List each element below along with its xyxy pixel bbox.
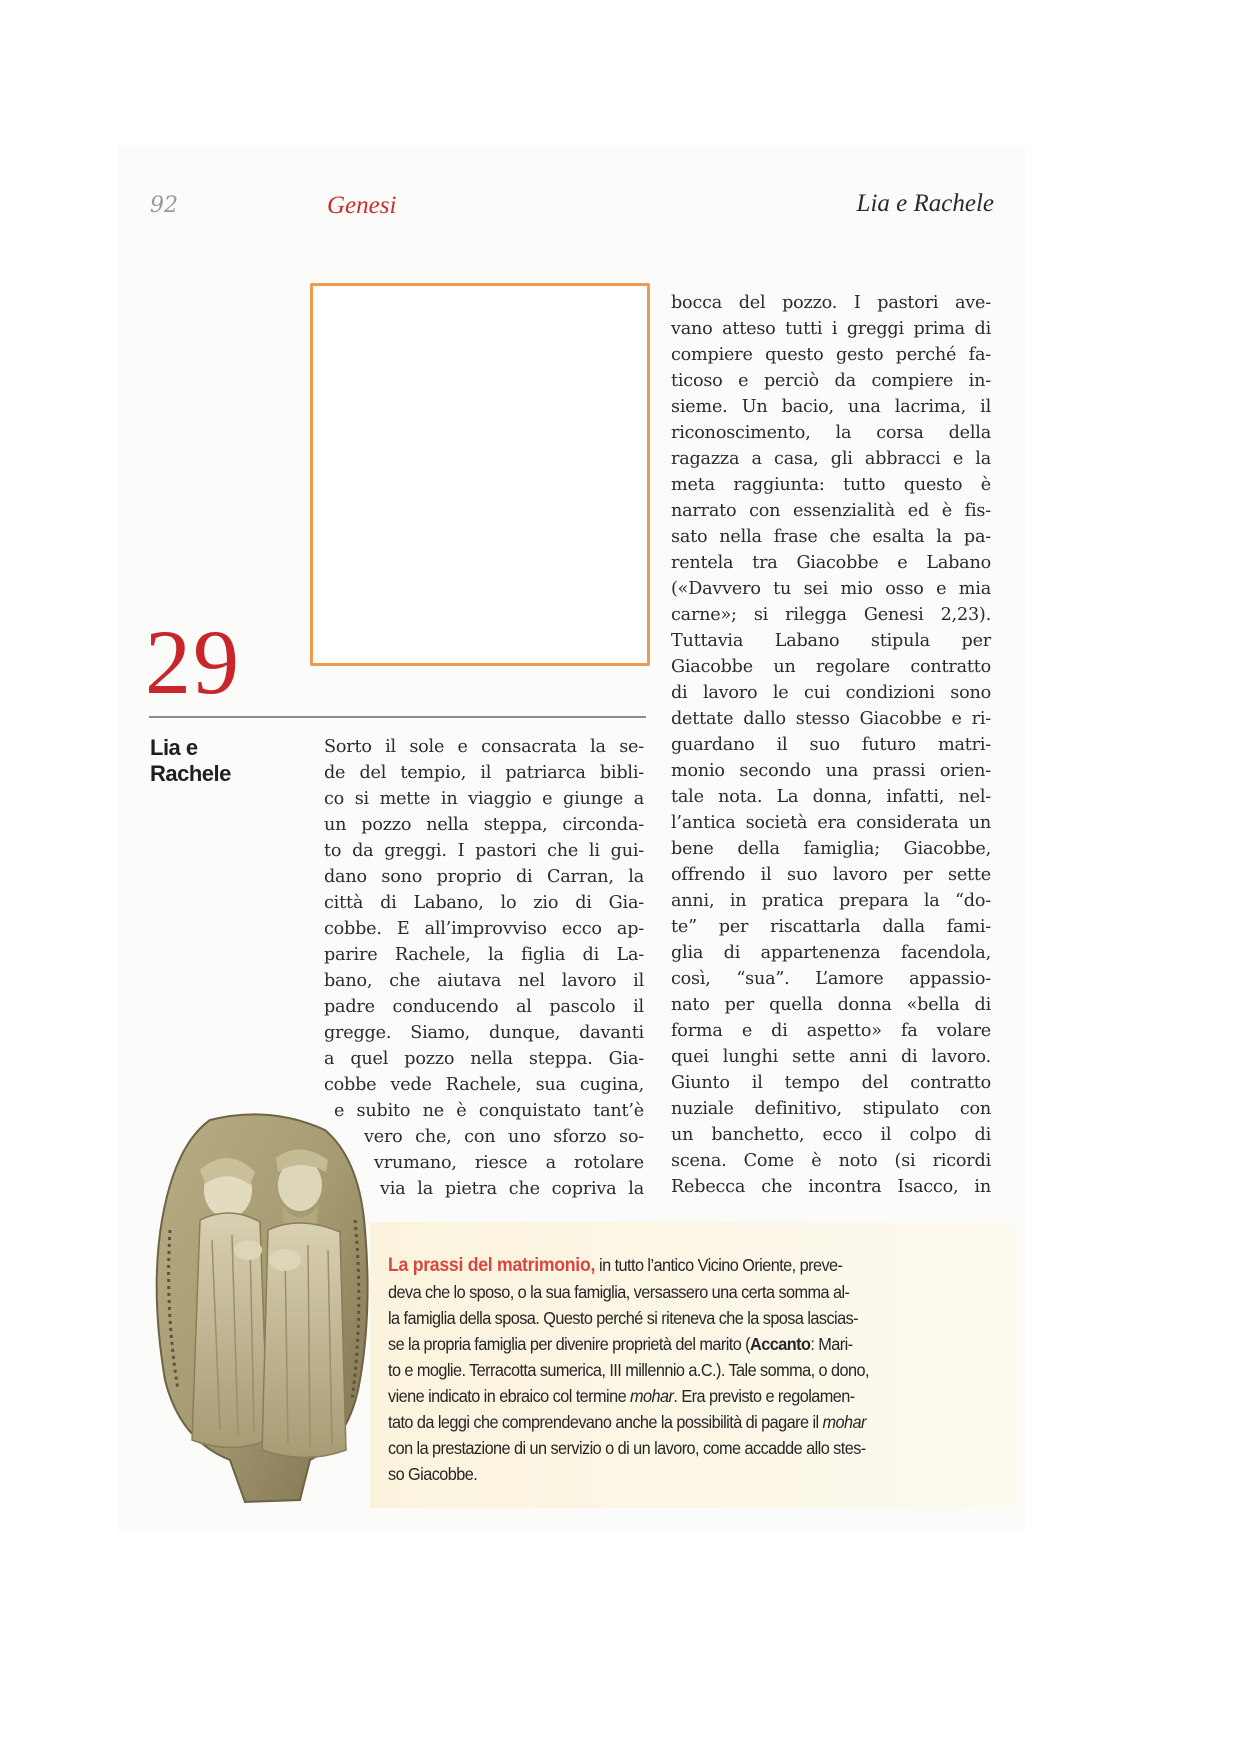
sidebar-line: con la prestazione di un servizio o di un lavoro, come accadde allo stes- [388, 1438, 866, 1458]
text-line: anni, in pratica prepara la “do- [671, 891, 991, 911]
text-line: dano sono proprio di Carran, la [324, 867, 644, 887]
sidebar-italic-term: mohar [630, 1386, 674, 1406]
text-line: Rebecca che incontra Isacco, in [671, 1177, 991, 1197]
text-line: bocca del pozzo. I pastori ave- [671, 293, 991, 313]
text-line: vrumano, riesce a rotolare [374, 1153, 644, 1173]
text-line: Tuttavia Labano stipula per [671, 631, 991, 651]
text-line: di lavoro le cui condizioni sono [671, 683, 991, 703]
text-line: via la pietra che copriva la [380, 1179, 644, 1199]
text-line: un pozzo nella steppa, circonda- [324, 815, 644, 835]
text-line: vero che, con uno sforzo so- [364, 1127, 644, 1147]
text-line: scena. Come è noto (si ricordi [671, 1151, 991, 1171]
text-line: a quel pozzo nella steppa. Gia- [324, 1049, 644, 1069]
text-line: to da greggi. I pastori che li gui- [324, 841, 644, 861]
sidebar-lead-heading: La prassi del matrimonio, [388, 1255, 596, 1276]
chapter-divider [149, 716, 646, 718]
text-line: quei lunghi sette anni di lavoro. [671, 1047, 991, 1067]
text-line: padre conducendo al pascolo il [324, 997, 644, 1017]
text-line: bano, che aiutava nel lavoro il [324, 971, 644, 991]
text-line: vano atteso tutti i greggi prima di [671, 319, 991, 339]
sidebar-line: deva che lo sposo, o la sua famiglia, versassero una certa somma al- [388, 1282, 850, 1302]
text-line: tale nota. La donna, infatti, nel- [671, 787, 991, 807]
text-line: l’antica società era considerata un [671, 813, 991, 833]
text-line: e subito ne è conquistato tant’è [334, 1101, 644, 1121]
sidebar-text-fragment: in tutto l’antico Vicino Oriente, preve- [595, 1255, 843, 1275]
text-line: de del tempio, il patriarca bibli- [324, 763, 644, 783]
text-line: co si mette in viaggio e giunge a [324, 789, 644, 809]
sidebar-line: to e moglie. Terracotta sumerica, III millennio a.C.). Tale somma, o dono, [388, 1360, 869, 1380]
sidebar-line [388, 1409, 937, 1435]
sidebar-line: so Giacobbe. [388, 1464, 478, 1484]
section-title-line: Lia e [150, 735, 198, 760]
text-line: un banchetto, ecco il colpo di [671, 1125, 991, 1145]
page-number: 92 [150, 193, 178, 218]
text-line: parire Rachele, la figlia di La- [324, 945, 644, 965]
sidebar-bold-term: Accanto [750, 1334, 811, 1354]
sidebar-text-fragment: viene indicato in ebraico col termine [388, 1386, 631, 1406]
sidebar-line [388, 1252, 937, 1279]
text-line: nato per quella donna «bella di [671, 995, 991, 1015]
sidebar-text [388, 1252, 937, 1487]
section-title [150, 735, 270, 787]
text-line: («Davvero tu sei mio osso e mia [671, 579, 991, 599]
text-line: nuziale definitivo, stipulato con [671, 1099, 991, 1119]
text-line: te” per riscattarla dalla fami- [671, 917, 991, 937]
section-title-line: Rachele [150, 761, 231, 786]
sidebar-text-fragment: . Era previsto e regolamen- [673, 1386, 855, 1406]
text-line: dettate dallo stesso Giacobbe e ri- [671, 709, 991, 729]
sidebar-text-fragment: se la propria famiglia per divenire proprietà del marito ( [388, 1334, 751, 1354]
terracotta-relief-image [150, 1110, 380, 1510]
text-line: compiere questo gesto perché fa- [671, 345, 991, 365]
sidebar-text-fragment: : Mari- [810, 1334, 853, 1354]
text-line: ragazza a casa, gli abbracci e la [671, 449, 991, 469]
text-line: forma e di aspetto» fa volare [671, 1021, 991, 1041]
text-line: guardano il suo futuro matri- [671, 735, 991, 755]
text-line: sato nella frase che esalta la pa- [671, 527, 991, 547]
sidebar-line [388, 1383, 937, 1409]
text-line: Sorto il sole e consacrata la se- [324, 737, 644, 757]
sidebar-line: la famiglia della sposa. Questo perché si riteneva che la sposa lascias- [388, 1308, 859, 1328]
text-line: Giacobbe un regolare contratto [671, 657, 991, 677]
text-line: cobbe. E all’improvviso ecco ap- [324, 919, 644, 939]
text-line: così, “sua”. L’amore appassio- [671, 969, 991, 989]
sidebar-line [388, 1331, 937, 1357]
sidebar-text-fragment: tato da leggi che comprendevano anche la possibilità di pagare il [388, 1412, 823, 1432]
chapter-number: 29 [145, 611, 241, 713]
text-line: rentela tra Giacobbe e Labano [671, 553, 991, 573]
image-placeholder-frame [310, 283, 650, 666]
text-line: ticoso e perciò da compiere in- [671, 371, 991, 391]
running-header-chapter-title: Lia e Rachele [856, 190, 994, 217]
text-line: bene della famiglia; Giacobbe, [671, 839, 991, 859]
text-line: offrendo il suo lavoro per sette [671, 865, 991, 885]
body-column-right [671, 290, 991, 1200]
text-line: riconoscimento, la corsa della [671, 423, 991, 443]
running-header-book: Genesi [327, 192, 397, 219]
text-line: città di Labano, lo zio di Gia- [324, 893, 644, 913]
text-line: narrato con essenzialità ed è fis- [671, 501, 991, 521]
text-line: cobbe vede Rachele, sua cugina, [324, 1075, 644, 1095]
text-line: sieme. Un bacio, una lacrima, il [671, 397, 991, 417]
text-line: gregge. Siamo, dunque, davanti [324, 1023, 644, 1043]
text-line: meta raggiunta: tutto questo è [671, 475, 991, 495]
text-line: glia di appartenenza facendola, [671, 943, 991, 963]
text-line: monio secondo una prassi orien- [671, 761, 991, 781]
sidebar-italic-term: mohar [822, 1412, 866, 1432]
text-line: carne»; si rilegga Genesi 2,23). [671, 605, 991, 625]
text-line: Giunto il tempo del contratto [671, 1073, 991, 1093]
